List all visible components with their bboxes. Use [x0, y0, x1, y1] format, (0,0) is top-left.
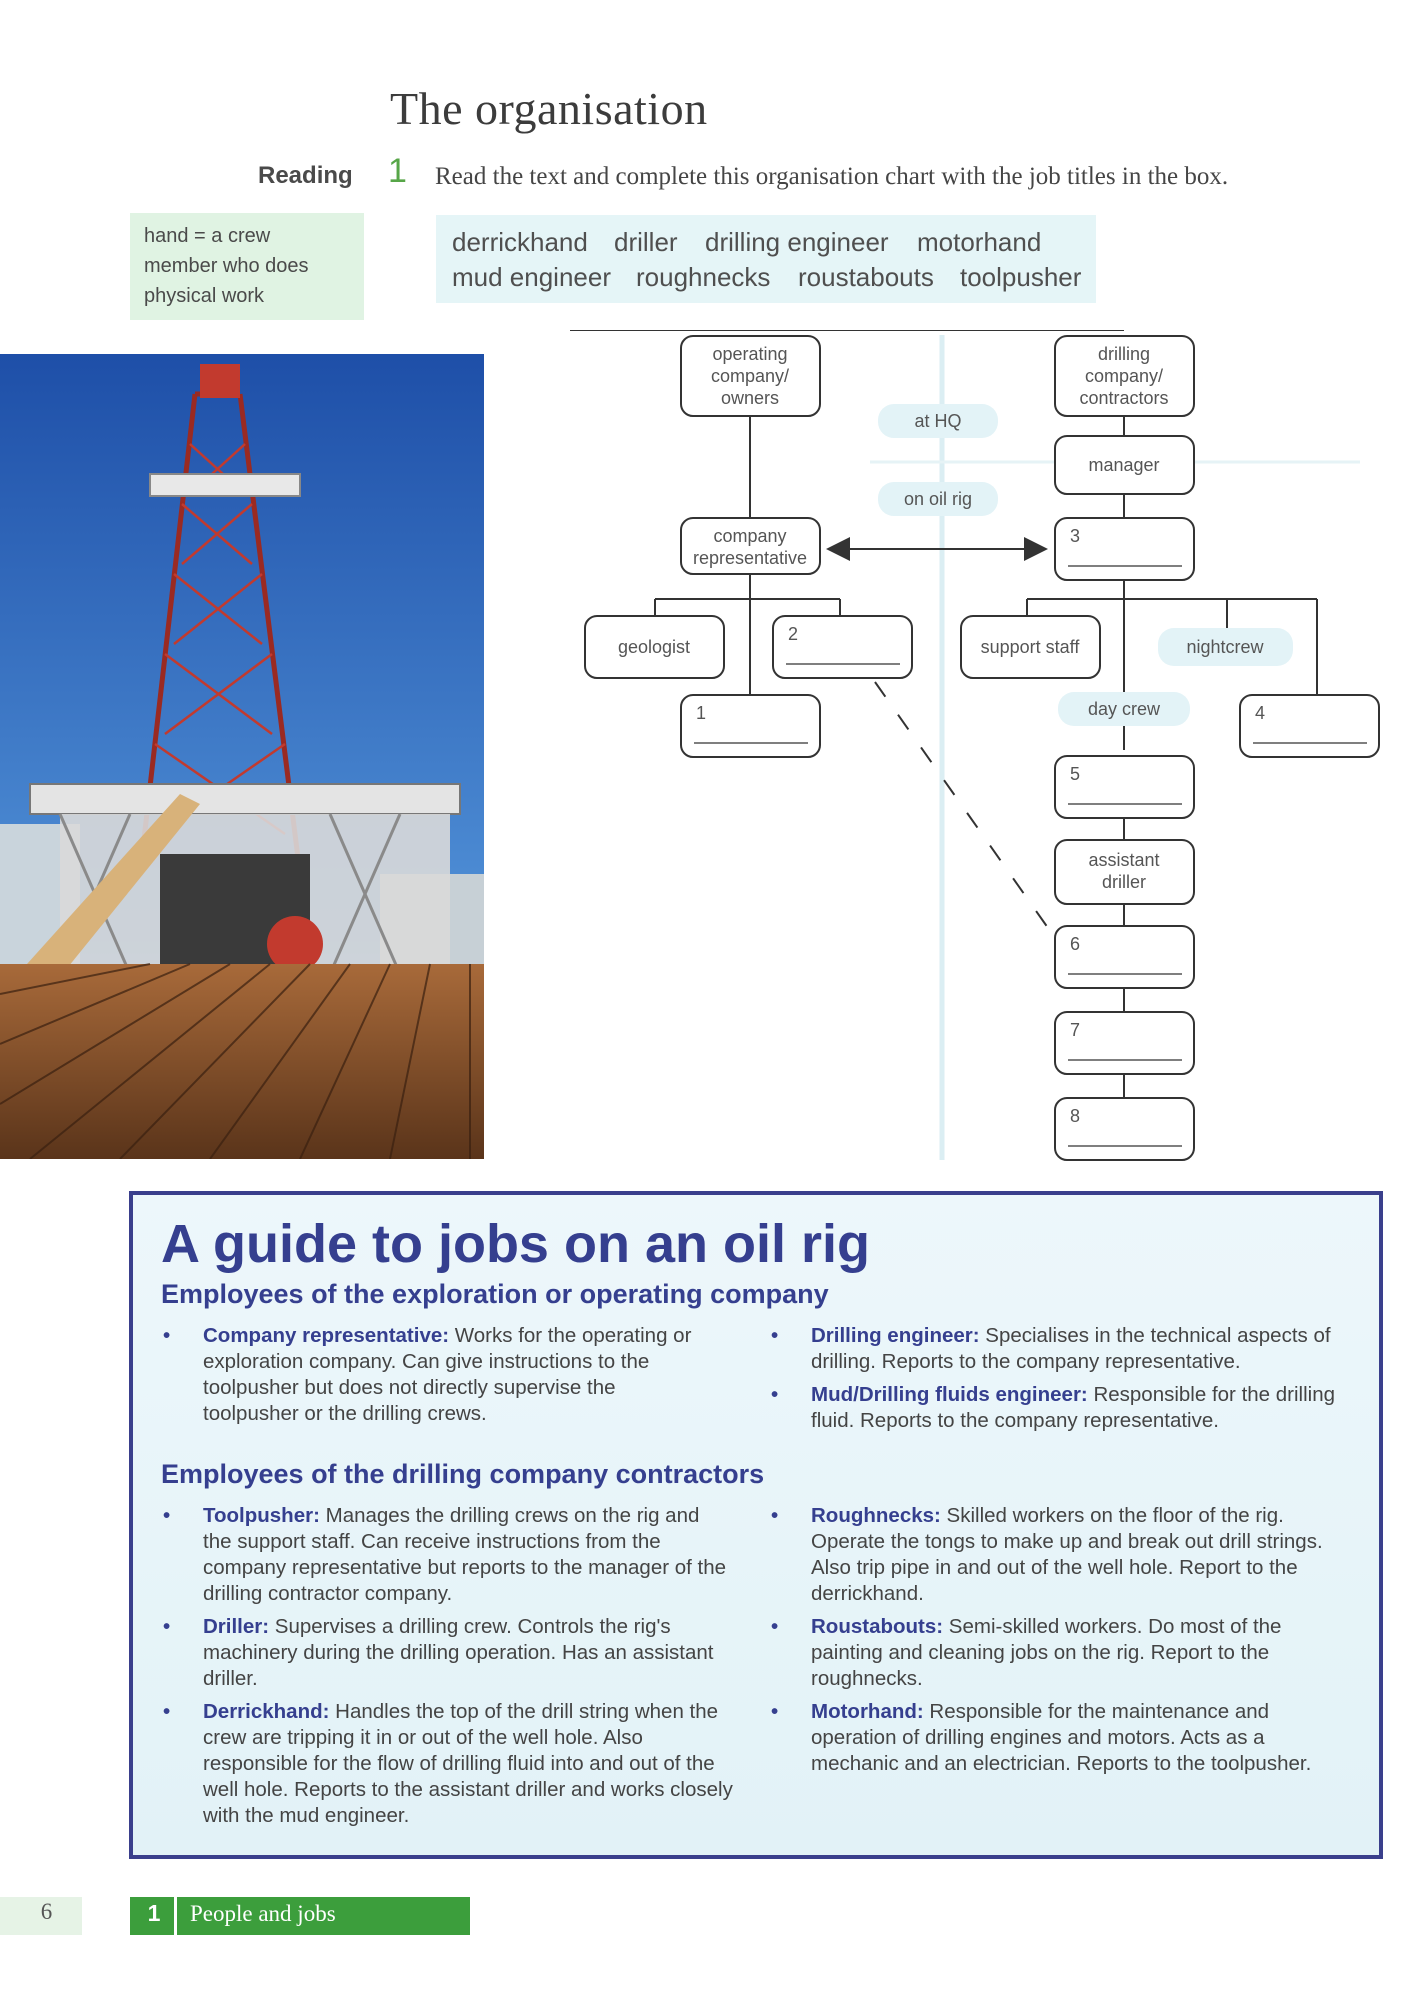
entry-text: Specialises in the technical aspects of drilling. Reports to the company representative.	[811, 1324, 1331, 1373]
label-text: day crew	[1087, 699, 1161, 719]
word-toolpusher: toolpusher	[960, 262, 1082, 292]
unit-number: 1	[147, 1900, 161, 1926]
entry-term: Toolpusher:	[203, 1504, 320, 1527]
box-text: manager	[1088, 455, 1160, 475]
unit-divider	[174, 1897, 177, 1935]
entry-company-representative	[163, 1323, 713, 1427]
entry-motorhand	[771, 1699, 1351, 1777]
box-text: support staff	[980, 637, 1080, 657]
entry-drilling-engineer	[771, 1323, 1351, 1375]
glossary-line: physical work	[144, 285, 265, 307]
bullet: •	[163, 1324, 171, 1347]
blank-number: 1	[696, 703, 707, 723]
blank-number: 7	[1070, 1020, 1081, 1040]
entry-term: Motorhand:	[811, 1700, 924, 1723]
box-text: contractors	[1079, 388, 1169, 408]
blank-number: 2	[788, 624, 799, 644]
page-number: 6	[40, 1899, 53, 1924]
entry-toolpusher	[163, 1503, 733, 1607]
word-driller: driller	[614, 227, 678, 257]
entry-term: Drilling engineer:	[811, 1324, 980, 1347]
job-guide-box	[129, 1191, 1383, 1859]
bullet: •	[163, 1700, 171, 1723]
entry-roughnecks	[771, 1503, 1351, 1607]
word-drilling-engineer: drilling engineer	[705, 227, 889, 257]
glossary-line: member who does	[144, 255, 309, 277]
section-heading-operating: Employees of the exploration or operating company	[161, 1279, 829, 1309]
entry-term: Roustabouts:	[811, 1615, 944, 1638]
box-text: owners	[720, 388, 780, 408]
bullet: •	[771, 1383, 779, 1406]
dashed-link	[875, 682, 1060, 945]
blank-number: 3	[1070, 526, 1081, 546]
exercise-instruction: Read the text and complete this organisation chart with the job titles in the box.	[435, 163, 1229, 190]
blank-number: 5	[1070, 764, 1081, 784]
word-box	[436, 215, 1096, 303]
box-text: company/	[1084, 366, 1164, 386]
entry-term: Driller:	[203, 1615, 270, 1638]
box-text: company/	[710, 366, 790, 386]
box-text: operating	[712, 344, 788, 364]
bullet: •	[771, 1324, 779, 1347]
entry-text: Manages the drilling crews on the rig and the support staff. Can receive instructions from the company representative but reports to the manager of the drilling contractor company.	[203, 1504, 727, 1605]
box-text: drilling	[1097, 344, 1151, 364]
box-text: assistant	[1088, 850, 1160, 870]
entry-term: Derrickhand:	[203, 1700, 330, 1723]
entry-text: Responsible for the drilling fluid. Reports to the company representative.	[811, 1383, 1336, 1432]
entry-driller	[163, 1614, 733, 1692]
bullet: •	[771, 1615, 779, 1638]
box-text: company	[713, 526, 787, 546]
entry-text: Supervises a drilling crew. Controls the rig's machinery during the drilling operation. Has an assistant driller.	[203, 1615, 714, 1690]
blank-number: 4	[1255, 703, 1266, 723]
entry-term: Company representative:	[203, 1324, 450, 1347]
section-label: Reading	[258, 162, 353, 189]
word-motorhand: motorhand	[917, 227, 1042, 257]
entry-mud-engineer	[771, 1382, 1351, 1434]
word-roughnecks: roughnecks	[636, 262, 771, 292]
bullet: •	[163, 1615, 171, 1638]
entry-text: Responsible for the maintenance and operation of drilling engines and motors. Acts as a mechanic and an electrician. Reports to the toolpusher.	[811, 1700, 1312, 1775]
word-derrickhand: derrickhand	[452, 227, 588, 257]
entry-text: Handles the top of the drill string when the crew are tripping it in or out of the well hole. Also responsible for the flow of drilling fluid into and out of the well hole. Reports to the assistant driller and works closely with the mud engineer.	[203, 1700, 733, 1827]
entry-text: Skilled workers on the floor of the rig. Operate the tongs to make up and break out drill strings. Also trip pipe in and out of the well hole. Report to the derrickhand.	[811, 1504, 1323, 1605]
label-text: nightcrew	[1186, 637, 1264, 657]
box-text: geologist	[617, 637, 691, 657]
glossary-box	[130, 213, 364, 320]
section-heading-contractors: Employees of the drilling company contractors	[161, 1459, 765, 1489]
entry-derrickhand	[163, 1699, 733, 1829]
bullet: •	[771, 1504, 779, 1527]
blank-number: 6	[1070, 934, 1081, 954]
bullet: •	[771, 1700, 779, 1723]
entry-roustabouts	[771, 1614, 1351, 1692]
box-text: representative	[692, 548, 808, 568]
entry-term: Mud/Drilling fluids engineer:	[811, 1383, 1088, 1406]
page-title: The organisation	[390, 83, 708, 134]
bullet: •	[163, 1504, 171, 1527]
entry-term: Roughnecks:	[811, 1504, 941, 1527]
entry-text: Semi-skilled workers. Do most of the painting and cleaning jobs on the rig. Report to the roughnecks.	[811, 1615, 1282, 1690]
guide-title: A guide to jobs on an oil rig	[161, 1214, 870, 1274]
label-text: on oil rig	[903, 489, 973, 509]
unit-title: People and jobs	[190, 1901, 336, 1926]
word-mud-engineer: mud engineer	[452, 262, 611, 292]
entry-text: Works for the operating or exploration company. Can give instructions to the toolpusher but does not directly supervise the toolpusher or the drilling crews.	[203, 1324, 692, 1425]
oil-rig-photo	[0, 354, 484, 1159]
organisation-chart	[570, 330, 1390, 1165]
label-text: at HQ	[914, 411, 962, 431]
box-text: driller	[1101, 872, 1147, 892]
exercise-number: 1	[388, 152, 407, 190]
word-roustabouts: roustabouts	[798, 262, 934, 292]
blank-number: 8	[1070, 1106, 1081, 1126]
glossary-line: hand = a crew	[144, 225, 271, 247]
